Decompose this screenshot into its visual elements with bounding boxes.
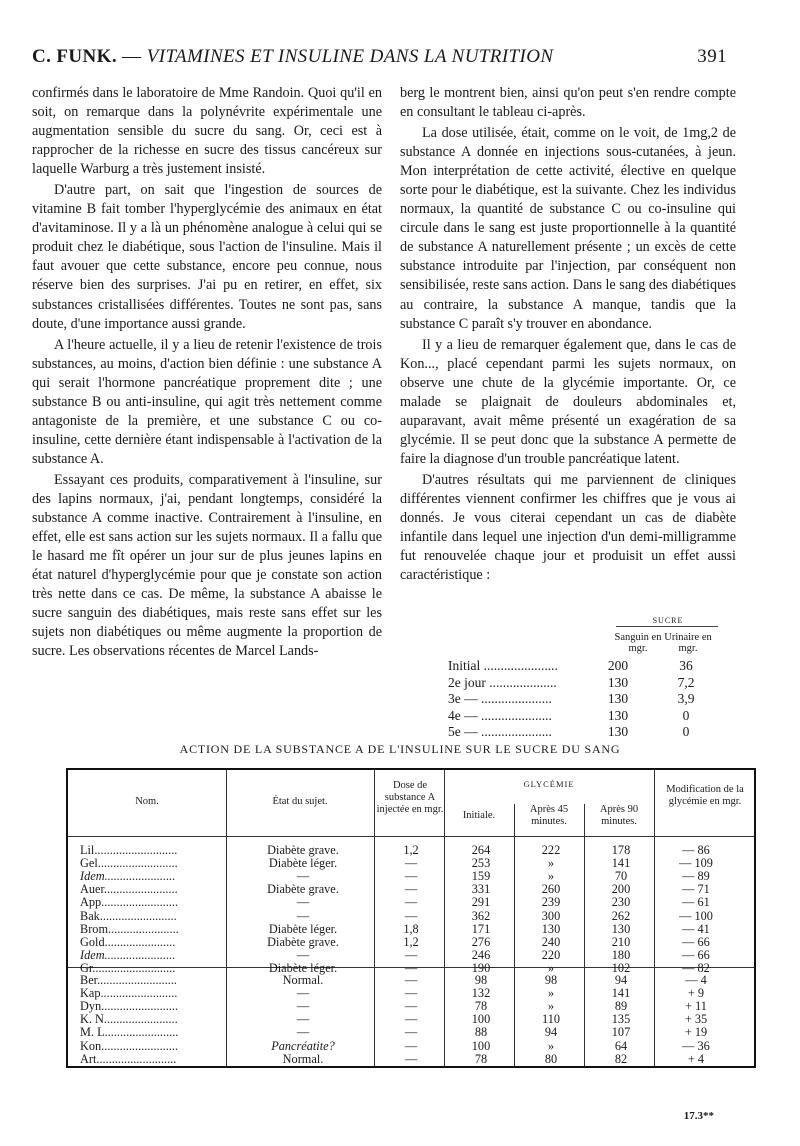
cell-dose: — bbox=[404, 999, 418, 1014]
paragraph: D'autre part, on sait que l'ingestion de sources de vitamine B fait tomber l'hyperglycémie des animaux en état d'avitaminose. Il y a là un phénomène analogue à celui qui se produit chez le diabétique, sous l'action de l'insuline. Mais il faut avouer que cette substance, encore peu connue, nous réserve bien des surprises. J'ai pu en retirer, en effet, six substances cristallisées différentes. Toutes ne sont pas, sans doute, d'une importance aussi grande. bbox=[32, 182, 382, 332]
cell-nom: K. N........................ bbox=[80, 1012, 178, 1027]
cell-ini: 98 bbox=[474, 973, 488, 987]
cell-etat: Diabète léger. bbox=[268, 921, 338, 936]
cell-mod: — 4 bbox=[685, 973, 707, 987]
paragraph: Essayant ces produits, comparativement à l'insuline, sur des lapins normaux, j'ai, pendant longtemps, considéré la substance A comme inactive. Contrairement à l'insuline, en effet, elle est sans action sur les sujets normaux. Il a fallu que le hasard me fît opérer un jour sur de plus jeunes lapins en état naturel d'hyperglycémie pour que je constate son action très nette dans ce cas. De même, la substance A abaisse le sucre sanguin des diabétiques, mais reste sans effet sur les sujets non diabétiques ou même augmente la proportion de sucre. Les observations récentes de Marcel Lands- bbox=[32, 471, 382, 660]
cell-a45: » bbox=[547, 960, 555, 975]
cell-dose: — bbox=[404, 895, 418, 910]
sugar-cell-blood: 130 bbox=[607, 691, 629, 706]
cell-ini: 190 bbox=[471, 960, 491, 975]
cell-a90: 200 bbox=[611, 882, 631, 897]
sugar-cell-urine: 0 bbox=[682, 724, 690, 739]
sugar-cell-blood: 200 bbox=[607, 658, 629, 673]
cell-etat: — bbox=[296, 947, 310, 962]
cell-a45: 260 bbox=[541, 882, 561, 897]
cell-ini: 132 bbox=[471, 986, 491, 1001]
cell-nom: Idem....................... bbox=[80, 947, 176, 962]
cell-nom: Lil........................... bbox=[80, 843, 178, 857]
cell-a45: » bbox=[547, 1038, 555, 1053]
cell-a90: 107 bbox=[611, 1025, 631, 1040]
cell-a45: 130 bbox=[541, 921, 561, 936]
header-author: C. FUNK. bbox=[32, 46, 117, 67]
cell-ini: 88 bbox=[474, 1025, 488, 1040]
sugar-cell-blood: 130 bbox=[607, 674, 629, 690]
cell-mod: — 41 bbox=[682, 921, 710, 936]
cell-nom: Art.......................... bbox=[80, 1051, 177, 1066]
cell-a90: 135 bbox=[611, 1012, 631, 1027]
table-row bbox=[68, 1026, 754, 1039]
th-etat: État du sujet. bbox=[272, 796, 328, 807]
cell-nom: Kon......................... bbox=[80, 1038, 179, 1053]
cell-ini: 246 bbox=[471, 947, 491, 962]
cell-a90: 64 bbox=[614, 1038, 628, 1053]
cell-a90: 94 bbox=[614, 973, 628, 987]
cell-dose: — bbox=[404, 1012, 418, 1027]
sugar-caption-rule bbox=[616, 626, 718, 627]
cell-mod: — 66 bbox=[682, 947, 710, 962]
sugar-cell-urine: 7,2 bbox=[677, 674, 695, 690]
cell-etat: Diabète léger. bbox=[268, 856, 338, 871]
cell-mod: — 61 bbox=[682, 895, 710, 910]
sugar-row bbox=[448, 724, 718, 740]
paragraph: Il y a lieu de remarquer également que, dans le cas de Kon..., placé cependant parmi les sujets normaux, on observe une chute de la glycémie importante. Or, ce malade se plaignait de douleurs abdominales et, auparavant, avait même présenté un exagération de sa glycémie. Il se peut donc que la substance A permette de faire la diagnose d'un trouble pancréatique latent. bbox=[400, 336, 736, 467]
cell-etat: Diabète grave. bbox=[267, 882, 339, 897]
cell-nom: App......................... bbox=[80, 895, 179, 910]
sugar-cell-label: 2e jour .................... bbox=[448, 674, 557, 690]
cell-ini: 100 bbox=[471, 1038, 491, 1053]
sugar-table-caption: SUCRE bbox=[652, 616, 684, 625]
cell-a90: 180 bbox=[611, 947, 631, 962]
cell-etat: — bbox=[296, 986, 310, 1001]
table-row bbox=[68, 870, 754, 883]
cell-etat: Normal. bbox=[282, 973, 324, 987]
sugar-cell-label: Initial ...................... bbox=[448, 658, 558, 673]
sugar-cell-blood: 130 bbox=[607, 707, 629, 723]
cell-dose: — bbox=[404, 856, 418, 871]
cell-ini: 276 bbox=[471, 934, 491, 949]
sugar-cell-urine: 0 bbox=[682, 707, 690, 723]
cell-mod: — 66 bbox=[682, 934, 710, 949]
th-dose: Dose de substance A injectée en mgr. bbox=[376, 780, 444, 815]
table-row bbox=[68, 910, 754, 923]
cell-mod: — 100 bbox=[679, 908, 713, 923]
table-row bbox=[68, 1013, 754, 1026]
cell-mod: + 35 bbox=[684, 1012, 708, 1027]
footer-signature: 17.3** bbox=[683, 1110, 714, 1122]
sugar-cell-label: 5e — ..................... bbox=[448, 724, 552, 739]
cell-a45: » bbox=[547, 986, 555, 1001]
cell-ini: 264 bbox=[471, 843, 491, 857]
sugar-row bbox=[448, 708, 718, 724]
sugar-cell-blood: 130 bbox=[607, 724, 629, 739]
cell-mod: — 86 bbox=[682, 843, 710, 857]
paragraph: La dose utilisée, était, comme on le voit, de 1mg,2 de substance A donnée en injections sous-cutanées, à jeun. Mon interprétation de cette activité, élective en quelque sorte pour le diabétique, est la suivante. Chez les individus normaux, la quantité de substance C ou co-insuline qui circule dans le sang est juste proportionnelle à la quantité de substance A naturellement présente ; un excès de cette substance introduite par l'injection, par conséquent non sensibilisée, reste sans action. Dans le sang des diabétiques au contraire, la substance A manque, tandis que la substance C paraît s'y trouver en abondance. bbox=[400, 125, 736, 332]
cell-dose: — bbox=[404, 882, 418, 897]
cell-a45: 98 bbox=[544, 973, 558, 987]
cell-dose: — bbox=[404, 1038, 418, 1053]
cell-a45: » bbox=[547, 856, 555, 871]
cell-nom: Dyn......................... bbox=[80, 999, 179, 1014]
paragraph: D'autres résultats qui me parviennent de cliniques différentes viennent confirmer les chiffres que je vous ai donnés. Je vous citerai cependant un cas de diabète infantile dans lequel une injection d'un demi-milligramme fut renouvelée chaque jour et produisit un effet aussi caractéristique : bbox=[400, 471, 736, 584]
th-modification: Modification de la glycémie en mgr. bbox=[666, 784, 744, 807]
cell-nom: M. L........................ bbox=[80, 1025, 179, 1040]
cell-a45: » bbox=[547, 999, 555, 1014]
sugar-cell-label: 4e — ..................... bbox=[448, 707, 552, 723]
cell-a90: 70 bbox=[614, 869, 628, 884]
cell-mod: + 19 bbox=[684, 1025, 708, 1040]
table-caption: ACTION DE LA SUBSTANCE A DE L'INSULINE SUR LE SUCRE DU SANG bbox=[179, 742, 621, 756]
cell-dose: 1,2 bbox=[403, 843, 419, 857]
th-initiale: Initiale. bbox=[462, 810, 496, 821]
cell-dose: — bbox=[404, 986, 418, 1001]
table-row bbox=[68, 974, 754, 987]
cell-dose: — bbox=[404, 1025, 418, 1040]
cell-nom: Bak......................... bbox=[80, 908, 177, 923]
header-rule bbox=[68, 836, 754, 837]
th-nom: Nom. bbox=[135, 796, 159, 807]
table-row bbox=[68, 1000, 754, 1013]
cell-mod: — 71 bbox=[682, 882, 710, 897]
cell-a90: 89 bbox=[614, 999, 628, 1014]
cell-a45: 220 bbox=[541, 947, 561, 962]
table-row bbox=[68, 1053, 754, 1066]
cell-etat: Diabète léger. bbox=[268, 960, 338, 975]
cell-mod: — 89 bbox=[682, 869, 710, 884]
header-dash: — bbox=[122, 46, 142, 67]
cell-etat: — bbox=[296, 1025, 310, 1040]
cell-nom: Auer........................ bbox=[80, 882, 178, 897]
table-row bbox=[68, 896, 754, 909]
paragraph: A l'heure actuelle, il y a lieu de retenir l'existence de trois substances, au moins, d'action bien définie : une substance A qui serait l'hormone pancréatique proprement dite ; une substance B ou anti-insuline, qui agit très nettement comme antagoniste de la première, et une substance C ou co-insuline, cette dernière étant indispensable à l'activation de la substance A. bbox=[32, 336, 382, 467]
paragraph: berg le montrent bien, ainsi qu'on peut s'en rendre compte en consultant le tableau ci-après. bbox=[400, 85, 736, 121]
sugar-row bbox=[448, 675, 718, 691]
cell-nom: Kap......................... bbox=[80, 986, 178, 1001]
cell-ini: 253 bbox=[471, 856, 491, 871]
cell-etat: Normal. bbox=[282, 1051, 324, 1066]
cell-a90: 262 bbox=[611, 908, 631, 923]
cell-a45: 239 bbox=[541, 895, 561, 910]
cell-mod: — 109 bbox=[679, 856, 713, 871]
th-apres45: Après 45 minutes. bbox=[529, 804, 569, 827]
cell-dose: — bbox=[404, 908, 418, 923]
cell-ini: 171 bbox=[471, 921, 491, 936]
left-column bbox=[32, 84, 382, 663]
cell-etat: — bbox=[296, 908, 310, 923]
cell-etat: — bbox=[296, 869, 310, 884]
cell-dose: 1,8 bbox=[403, 921, 419, 936]
cell-etat: — bbox=[296, 895, 310, 910]
cell-a45: 110 bbox=[542, 1012, 560, 1027]
cell-a90: 82 bbox=[614, 1051, 628, 1066]
cell-a90: 102 bbox=[611, 960, 631, 975]
cell-a45: 300 bbox=[541, 908, 561, 923]
cell-etat: — bbox=[296, 1012, 310, 1027]
sugar-row bbox=[448, 691, 718, 707]
header-title: VITAMINES ET INSULINE DANS LA NUTRITION bbox=[146, 46, 554, 67]
cell-ini: 159 bbox=[471, 869, 491, 884]
cell-etat: Diabète grave. bbox=[267, 843, 339, 857]
cell-a45: 80 bbox=[544, 1051, 558, 1066]
cell-a45: 240 bbox=[541, 934, 561, 949]
cell-a90: 178 bbox=[611, 843, 631, 857]
table-row bbox=[68, 987, 754, 1000]
cell-ini: 78 bbox=[474, 1051, 488, 1066]
cell-a90: 141 bbox=[611, 856, 631, 871]
right-column bbox=[400, 84, 736, 587]
cell-a45: » bbox=[547, 869, 555, 884]
cell-nom: Idem....................... bbox=[80, 869, 176, 884]
sugar-col-urine: Urinaire en mgr. bbox=[664, 632, 712, 654]
cell-dose: — bbox=[404, 973, 418, 987]
glycemia-table bbox=[66, 768, 756, 1068]
cell-etat: — bbox=[296, 999, 310, 1014]
running-header bbox=[32, 46, 727, 76]
table-row bbox=[68, 936, 754, 949]
th-glycemie: GLYCÉMIE bbox=[523, 779, 575, 789]
table-row bbox=[68, 883, 754, 896]
cell-dose: — bbox=[404, 947, 418, 962]
table-row bbox=[68, 923, 754, 936]
cell-nom: Gel.......................... bbox=[80, 856, 178, 871]
table-row bbox=[68, 949, 754, 962]
cell-dose: — bbox=[404, 960, 418, 975]
cell-mod: + 9 bbox=[687, 986, 705, 1001]
page-number: 391 bbox=[697, 46, 727, 67]
cell-a90: 141 bbox=[611, 986, 631, 1001]
cell-ini: 78 bbox=[474, 999, 488, 1014]
cell-a90: 210 bbox=[611, 934, 631, 949]
cell-dose: 1,2 bbox=[403, 934, 419, 949]
sugar-cell-urine: 36 bbox=[679, 658, 693, 673]
cell-nom: Brom....................... bbox=[80, 921, 179, 936]
cell-etat: Diabète grave. bbox=[267, 934, 339, 949]
table-row bbox=[68, 844, 754, 857]
cell-a90: 130 bbox=[611, 921, 631, 936]
cell-dose: — bbox=[404, 1051, 418, 1066]
paragraph: confirmés dans le laboratoire de Mme Randoin. Quoi qu'il en soit, on remarque dans la polynévrite expérimentale une augmentation sensible du sucre du sang. Or, ceci est à rapprocher de la richesse en sucre des tissus cancéreux sur laquelle Warburg a très justement insisté. bbox=[32, 85, 382, 178]
cell-nom: Gold....................... bbox=[80, 934, 176, 949]
cell-ini: 100 bbox=[471, 1012, 491, 1027]
table-row bbox=[68, 857, 754, 870]
sugar-cell-label: 3e — ..................... bbox=[448, 691, 552, 706]
cell-nom: Gr........................... bbox=[80, 960, 176, 975]
cell-mod: + 11 bbox=[685, 999, 707, 1014]
cell-ini: 291 bbox=[471, 895, 491, 910]
cell-ini: 362 bbox=[471, 908, 491, 923]
cell-nom: Ber.......................... bbox=[80, 973, 178, 987]
sugar-row bbox=[448, 658, 718, 674]
cell-etat: Pancréatite? bbox=[271, 1038, 335, 1053]
cell-mod: + 4 bbox=[687, 1051, 705, 1066]
cell-dose: — bbox=[404, 869, 418, 884]
sugar-col-blood: Sanguin en mgr. bbox=[614, 632, 662, 654]
cell-ini: 331 bbox=[471, 882, 491, 897]
table-row bbox=[68, 1040, 754, 1053]
th-apres90: Après 90 minutes. bbox=[599, 804, 639, 827]
cell-a45: 222 bbox=[541, 843, 561, 857]
cell-a90: 230 bbox=[611, 895, 631, 910]
cell-a45: 94 bbox=[544, 1025, 558, 1040]
sugar-cell-urine: 3,9 bbox=[677, 691, 695, 706]
cell-mod: — 36 bbox=[682, 1038, 710, 1053]
cell-mod: — 82 bbox=[682, 960, 710, 975]
